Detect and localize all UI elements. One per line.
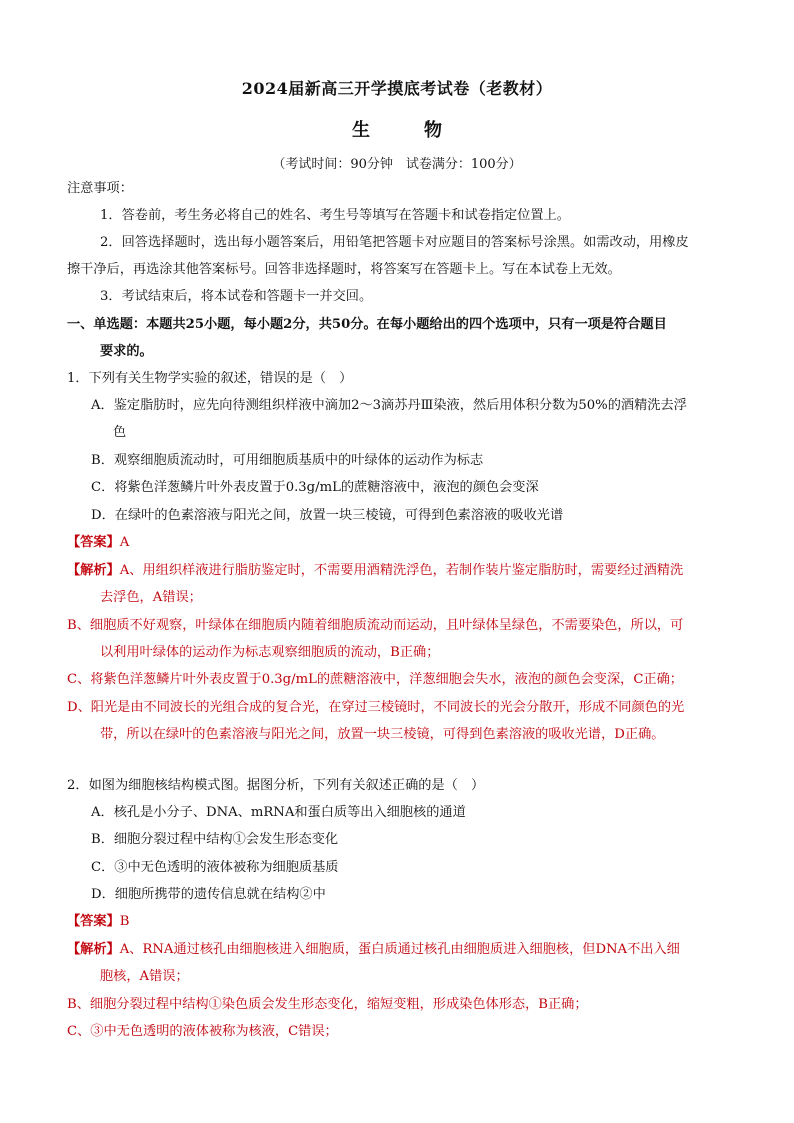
answer-line: [67, 913, 129, 931]
question-stem: 2．如图为细胞核结构模式图。据图分析，下列有关叙述正确的是（ ）: [67, 778, 485, 793]
option-a: A．核孔是小分子、DNA、mRNA和蛋白质等出入细胞核的通道: [91, 805, 466, 820]
answer-line: [67, 534, 129, 552]
analysis-text: D、阳光是由不同波长的光组合成的复合光，在穿过三棱镜时，不同波长的光会分散开，形成不同颜色的光: [67, 700, 685, 715]
notice-item: 1．答卷前，考生务必将自己的姓名、考生号等填写在答题卡和试卷指定位置上。: [100, 208, 570, 223]
option-a-cont: 色: [113, 425, 127, 440]
answer-label: 【答案】: [67, 535, 120, 550]
answer-value: A: [119, 535, 130, 550]
notice-heading: 注意事项：: [67, 181, 133, 196]
analysis-line: [67, 562, 683, 580]
option-b: B．细胞分裂过程中结构①会发生形态变化: [91, 832, 339, 847]
exam-info: （考试时间：90分钟 试卷满分：100分）: [272, 157, 522, 172]
analysis-text: C、将紫色洋葱鳞片叶外表皮置于0.3g/mL的蔗糖溶液中，洋葱细胞会失水，液泡的颜色会变深，C正确；: [67, 672, 683, 687]
subject-heading: [0, 116, 794, 142]
question-stem: 1．下列有关生物学实验的叙述，错误的是（ ）: [67, 371, 353, 386]
analysis-text: C、③中无色透明的液体被称为核液，C错误；: [67, 1024, 338, 1039]
notice-item: 擦干净后，再选涂其他答案标号。回答非选择题时，将答案写在答题卡上。写在本试卷上无效。: [67, 262, 621, 277]
analysis-label: 【解析】: [67, 942, 120, 957]
notice-item: 3．考试结束后，将本试卷和答题卡一并交回。: [100, 289, 373, 304]
option-c: C．将紫色洋葱鳞片叶外表皮置于0.3g/mL的蔗糖溶液中，液泡的颜色会变深: [91, 480, 539, 495]
option-a: A．鉴定脂肪时，应先向待测组织样液中滴加2～3滴苏丹Ⅲ染液，然后用体积分数为50%的酒精洗去浮: [91, 398, 687, 413]
section-heading-cont: 要求的。: [100, 344, 153, 359]
analysis-text: B、细胞质不好观察，叶绿体在细胞质内随着细胞质流动而运动，且叶绿体呈绿色，不需要染色，所以，可: [67, 618, 684, 633]
subject-char-2: 物: [424, 120, 442, 141]
analysis-text: 去浮色，A错误；: [100, 590, 202, 605]
answer-label: 【答案】: [67, 914, 120, 929]
analysis-text: A、RNA通过核孔由细胞核进入细胞质，蛋白质通过核孔由细胞质进入细胞核，但DNA不出入细: [119, 942, 680, 957]
analysis-text: B、细胞分裂过程中结构①染色质会发生形态变化，缩短变粗，形成染色体形态，B正确；: [67, 997, 588, 1012]
option-c: C．③中无色透明的液体被称为细胞质基质: [91, 860, 339, 875]
analysis-text: 胞核，A错误；: [100, 969, 189, 984]
answer-value: B: [119, 914, 130, 929]
analysis-text: A、用组织样液进行脂肪鉴定时，不需要用酒精洗浮色，若制作装片鉴定脂肪时，需要经过酒精洗: [119, 563, 684, 578]
subject-char-1: 生: [352, 120, 370, 141]
analysis-line: [67, 941, 680, 959]
analysis-text: 带，所以在绿叶的色素溶液与阳光之间，放置一块三棱镜，可得到色素溶液的吸收光谱，D正确。: [100, 727, 665, 742]
option-d: D．在绿叶的色素溶液与阳光之间，放置一块三棱镜，可得到色素溶液的吸收光谱: [91, 508, 564, 523]
notice-item: 2．回答选择题时，选出每小题答案后，用铅笔把答题卡对应题目的答案标号涂黑。如需改动，用橡皮: [100, 235, 689, 250]
option-d: D．细胞所携带的遗传信息就在结构②中: [91, 887, 326, 902]
analysis-text: 以利用叶绿体的运动作为标志观察细胞质的流动，B正确；: [100, 645, 440, 660]
analysis-label: 【解析】: [67, 563, 120, 578]
option-b: B．观察细胞质流动时，可用细胞质基质中的叶绿体的运动作为标志: [91, 453, 484, 468]
section-heading: 一、单选题：本题共25小题，每小题2分，共50分。在每小题给出的四个选项中，只有一项是符合题目: [67, 317, 667, 332]
exam-title: 2024届新高三开学摸底考试卷（老教材）: [241, 79, 553, 98]
